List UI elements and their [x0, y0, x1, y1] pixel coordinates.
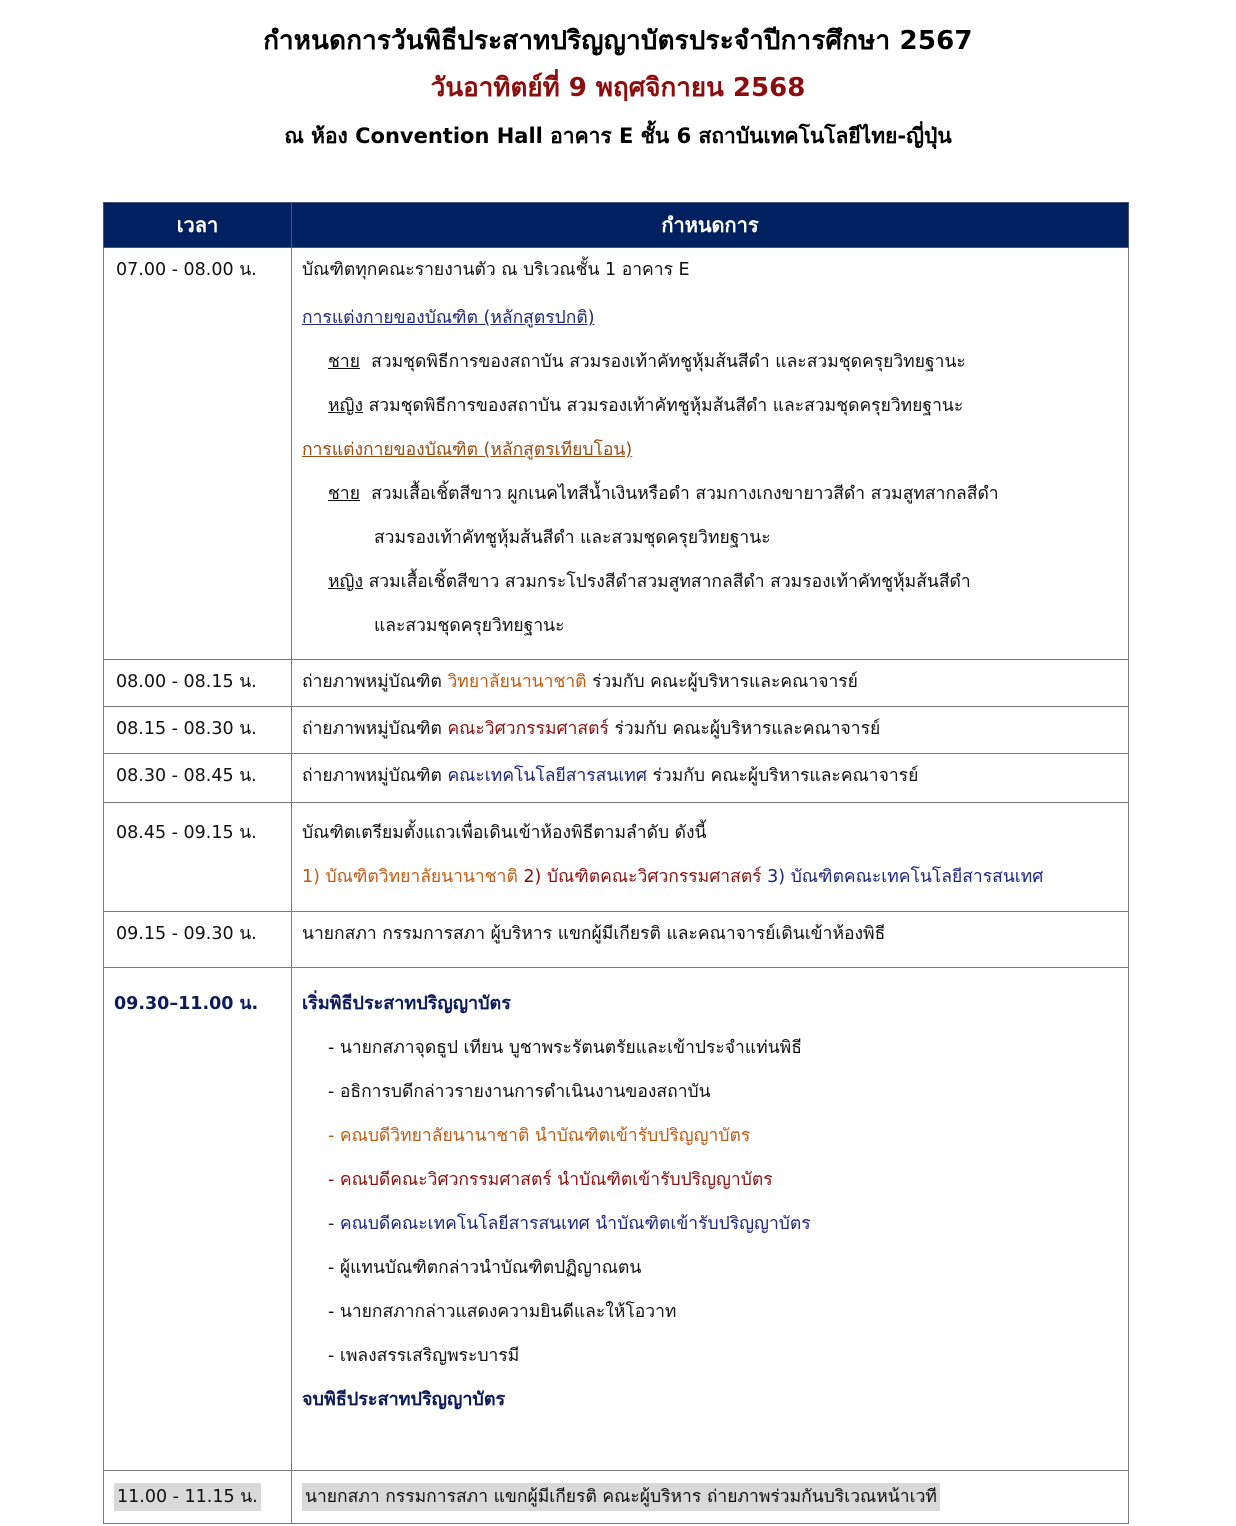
agenda-cell: นายกสภา กรรมการสภา ผู้บริหาร แขกผู้มีเกียรติ และคณาจารย์เดินเข้าห้องพิธี: [292, 912, 1129, 968]
dress-regular-female: [302, 384, 1128, 428]
ceremony-item: - คณบดีคณะเทคโนโลยีสารสนเทศ นำบัณฑิตเข้ารับปริญญาบัตร: [328, 1214, 811, 1234]
time-cell: [104, 1471, 292, 1524]
agenda-cell: [292, 707, 1129, 754]
lineup-order: [302, 855, 1128, 899]
photo-with-text: ร่วมกับ คณะผู้บริหารและคณาจารย์: [652, 766, 919, 786]
female-label: หญิง: [328, 572, 363, 592]
ceremony-item: - นายกสภาจุดธูป เทียน บูชาพระรัตนตรัยและเข้าประจำแท่นพิธี: [328, 1038, 802, 1058]
order-international: 1) บัณฑิตวิทยาลัยนานาชาติ: [302, 867, 518, 887]
dress-regular-male: [302, 340, 1128, 384]
agenda-cell: [292, 803, 1129, 912]
time-cell: 08.45 - 09.15 น.: [104, 803, 292, 912]
ceremony-item: - นายกสภากล่าวแสดงความยินดีและให้โอวาท: [328, 1302, 677, 1322]
agenda-cell: [292, 968, 1129, 1471]
ceremony-item: - คณบดีคณะวิศวกรรมศาสตร์ นำบัณฑิตเข้ารับปริญญาบัตร: [328, 1170, 773, 1190]
ceremony-item: - ผู้แทนบัณฑิตกล่าวนำบัณฑิตปฏิญาณตน: [328, 1258, 642, 1278]
ceremony-start: เริ่มพิธีประสาทปริญญาบัตร: [302, 993, 511, 1014]
female-dress-text: สวมชุดพิธีการของสถาบัน สวมรองเท้าคัทชูหุ้มส้นสีดำ และสวมชุดครุยวิทยฐานะ: [368, 396, 964, 416]
document-header: [0, 18, 1236, 160]
ceremony-item: - คณบดีวิทยาลัยนานาชาติ นำบัณฑิตเข้ารับปริญญาบัตร: [328, 1126, 751, 1146]
time-cell: 09.30–11.00 น.: [104, 968, 292, 1471]
time-cell: 08.00 - 08.15 น.: [104, 660, 292, 707]
dress-transfer-female: [302, 560, 1128, 604]
table-row: [104, 660, 1129, 707]
table-row: [104, 707, 1129, 754]
dress-transfer-male: [302, 472, 1128, 516]
event-date: วันอาทิตย์ที่ 9 พฤศจิกายน 2568: [430, 73, 806, 103]
agenda-cell: [292, 1471, 1129, 1524]
order-engineering: 2) บัณฑิตคณะวิศวกรรมศาสตร์: [523, 867, 762, 887]
male-label: ชาย: [328, 484, 360, 504]
table-row: [104, 248, 1129, 660]
faculty-engineering: คณะวิศวกรรมศาสตร์: [447, 719, 609, 739]
ceremony-end: จบพิธีประสาทปริญญาบัตร: [302, 1389, 506, 1410]
order-it: 3) บัณฑิตคณะเทคโนโลยีสารสนเทศ: [767, 867, 1044, 887]
photo-text: ถ่ายภาพหมู่บัณฑิต: [302, 766, 442, 786]
time-cell: 09.15 - 09.30 น.: [104, 912, 292, 968]
dress-regular-heading: การแต่งกายของบัณฑิต (หลักสูตรปกติ): [302, 308, 595, 328]
agenda-cell: [292, 660, 1129, 707]
page-title: กำหนดการวันพิธีประสาทปริญญาบัตรประจำปีการศึกษา 2567: [263, 26, 973, 56]
male-label: ชาย: [328, 352, 360, 372]
male-dress-text: สวมเสื้อเชิ้ตสีขาว ผูกเนคไทสีน้ำเงินหรือดำ สวมกางเกงขายาวสีดำ สวมสูทสากลสีดำ: [371, 484, 999, 504]
table-row: [104, 1471, 1129, 1524]
time-cell: 08.30 - 08.45 น.: [104, 754, 292, 803]
table-row: [104, 754, 1129, 803]
lineup-text: บัณฑิตเตรียมตั้งแถวเพื่อเดินเข้าห้องพิธีตามลำดับ ดังนี้: [302, 823, 707, 843]
male-dress-text: สวมชุดพิธีการของสถาบัน สวมรองเท้าคัทชูหุ้มส้นสีดำ และสวมชุดครุยวิทยฐานะ: [371, 352, 966, 372]
table-row: [104, 912, 1129, 968]
time-highlight: 11.00 - 11.15 น.: [114, 1483, 261, 1511]
table-header-row: [104, 203, 1129, 248]
table-row: [104, 968, 1129, 1471]
photo-with-text: ร่วมกับ คณะผู้บริหารและคณาจารย์: [592, 672, 858, 692]
ceremony-item: - เพลงสรรเสริญพระบารมี: [328, 1346, 520, 1366]
dress-transfer-female-cont: และสวมชุดครุยวิทยฐานะ: [374, 616, 565, 636]
photo-text: ถ่ายภาพหมู่บัณฑิต: [302, 672, 442, 692]
report-in-text: บัณฑิตทุกคณะรายงานตัว ณ บริเวณชั้น 1 อาคาร E: [302, 260, 690, 280]
ceremony-item: - อธิการบดีกล่าวรายงานการดำเนินงานของสถาบัน: [328, 1082, 711, 1102]
faculty-it: คณะเทคโนโลยีสารสนเทศ: [447, 766, 647, 786]
column-header-agenda: กำหนดการ: [292, 203, 1129, 248]
female-label: หญิง: [328, 396, 363, 416]
table-row: [104, 803, 1129, 912]
photo-text: ถ่ายภาพหมู่บัณฑิต: [302, 719, 442, 739]
agenda-cell: [292, 248, 1129, 660]
dress-transfer-heading: การแต่งกายของบัณฑิต (หลักสูตรเทียบโอน): [302, 440, 633, 460]
photo-with-text: ร่วมกับ คณะผู้บริหารและคณาจารย์: [614, 719, 881, 739]
event-venue: ณ ห้อง Convention Hall อาคาร E ชั้น 6 สถาบันเทคโนโลยีไทย-ญี่ปุ่น: [284, 124, 952, 148]
female-dress-text: สวมเสื้อเชิ้ตสีขาว สวมกระโปรงสีดำสวมสูทสากลสีดำ สวมรองเท้าคัทชูหุ้มส้นสีดำ: [368, 572, 971, 592]
faculty-international: วิทยาลัยนานาชาติ: [447, 672, 587, 692]
schedule-table: [103, 202, 1129, 1524]
time-cell: 08.15 - 08.30 น.: [104, 707, 292, 754]
time-cell: 07.00 - 08.00 น.: [104, 248, 292, 660]
column-header-time: เวลา: [104, 203, 292, 248]
photo-stage-text: นายกสภา กรรมการสภา แขกผู้มีเกียรติ คณะผู้บริหาร ถ่ายภาพร่วมกันบริเวณหน้าเวที: [302, 1483, 940, 1511]
dress-transfer-male-cont: สวมรองเท้าคัทชูหุ้มส้นสีดำ และสวมชุดครุยวิทยฐานะ: [374, 528, 771, 548]
agenda-cell: [292, 754, 1129, 803]
